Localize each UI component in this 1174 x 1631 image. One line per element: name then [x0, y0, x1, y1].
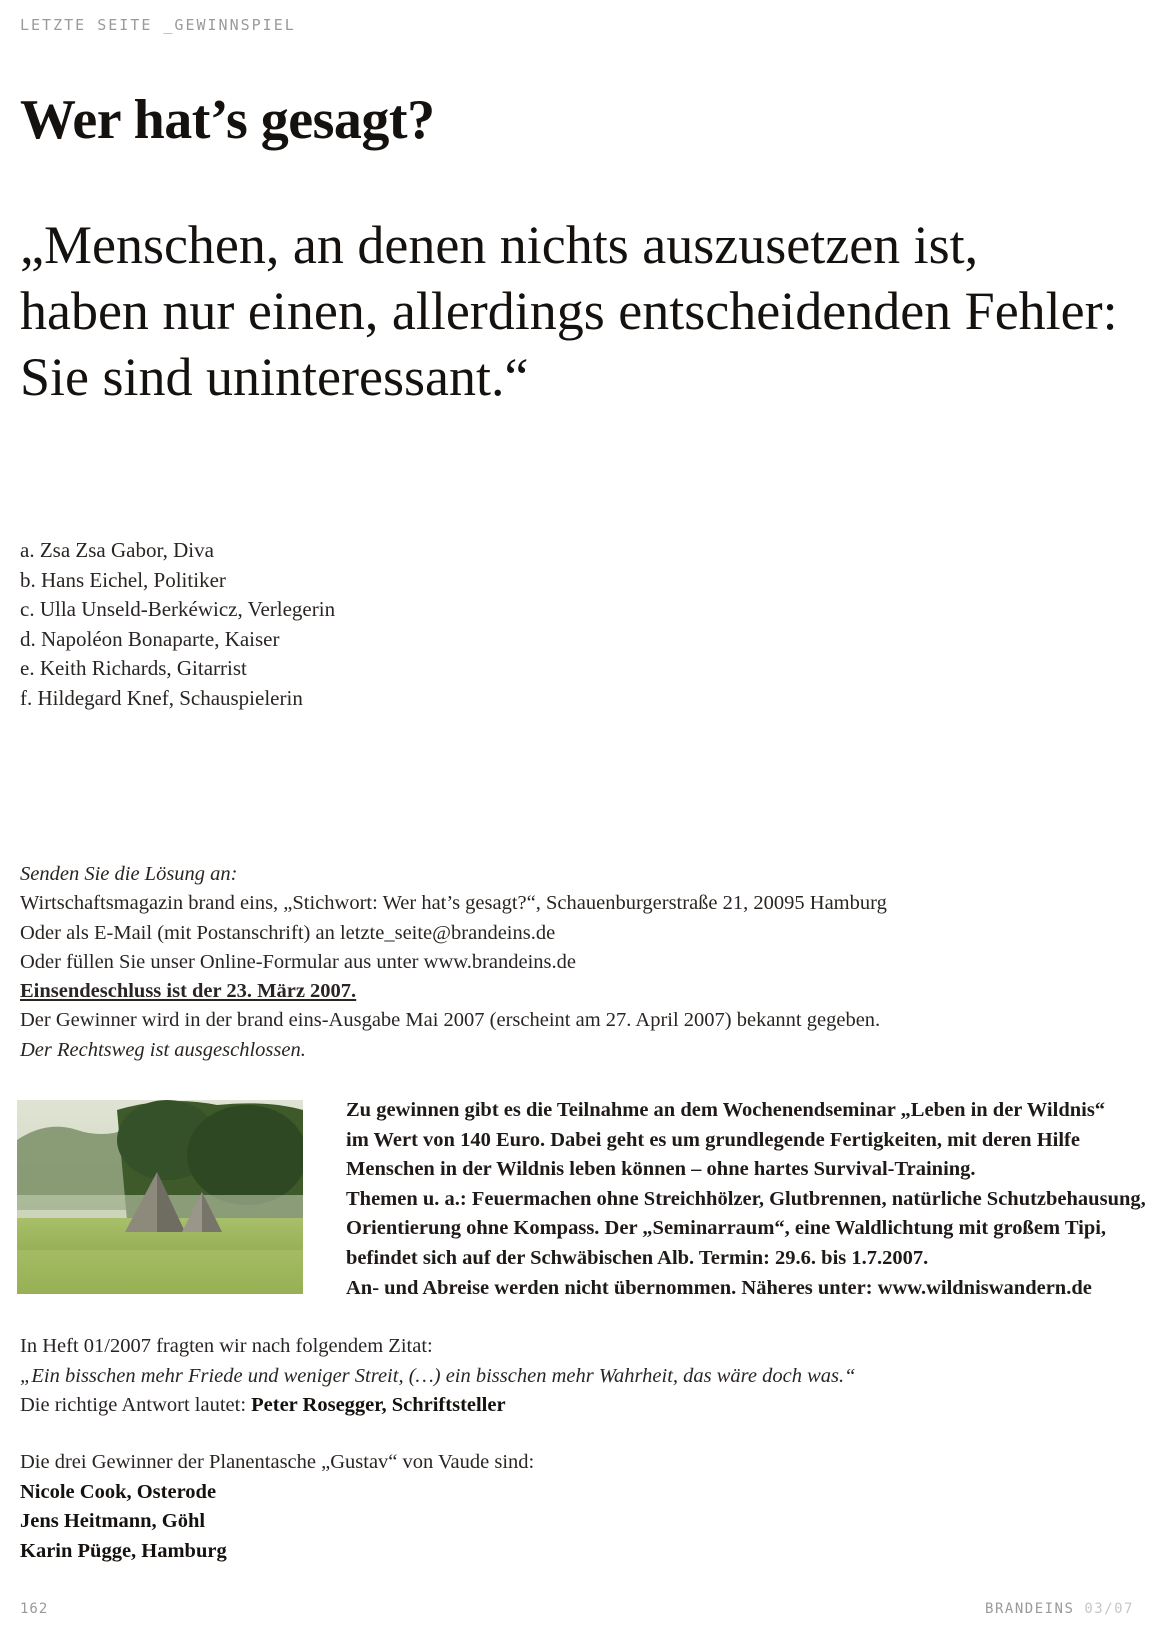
prize-line: Themen u. a.: Feuermachen ohne Streichhölzer, Glutbrennen, natürliche Schutzbehausung, — [346, 1187, 1146, 1210]
prize-line: An- und Abreise werden nicht übernommen. Näheres unter: www.wildniswandern.de — [346, 1276, 1092, 1299]
prize-line: befindet sich auf der Schwäbischen Alb. Termin: 29.6. bis 1.7.2007. — [346, 1246, 929, 1269]
previous-intro: In Heft 01/2007 fragten wir nach folgendem Zitat: — [20, 1335, 433, 1357]
section-label: LETZTE SEITE _GEWINNSPIEL — [20, 16, 296, 34]
previous-quote: „Ein bisschen mehr Friede und weniger Streit, (…) ein bisschen mehr Wahrheit, das wäre doch was.“ — [20, 1364, 856, 1387]
quote-line: haben nur einen, allerdings entscheidenden Fehler: — [20, 281, 1118, 341]
submission-info — [20, 860, 1160, 1065]
quote — [20, 212, 1160, 410]
answer-option-d: d. Napoléon Bonaparte, Kaiser — [20, 626, 280, 651]
prize-line: Orientierung ohne Kompass. Der „Seminarraum“, eine Waldlichtung mit großem Tipi, — [346, 1217, 1107, 1240]
prize-photo — [17, 1100, 303, 1294]
answer-option-b: b. Hans Eichel, Politiker — [20, 567, 226, 592]
winner-name: Jens Heitmann, Göhl — [20, 1510, 206, 1532]
winner-name: Nicole Cook, Osterode — [20, 1480, 217, 1503]
winners-intro: Die drei Gewinner der Planentasche „Gustav“ von Vaude sind: — [20, 1451, 535, 1473]
page-number: 162 — [20, 1601, 49, 1617]
submission-deadline: Einsendeschluss ist der 23. März 2007. — [20, 980, 357, 1003]
winner-note: Der Gewinner wird in der brand eins-Ausgabe Mai 2007 (erscheint am 27. April 2007) bekannt gegeben. — [20, 1009, 881, 1032]
answer-option-e: e. Keith Richards, Gitarrist — [20, 656, 247, 680]
previous-answer: Peter Rosegger, Schriftsteller — [251, 1394, 506, 1416]
answer-option-c: c. Ulla Unseld-Berkéwicz, Verlegerin — [20, 597, 336, 621]
answer-option-f: f. Hildegard Knef, Schauspielerin — [20, 685, 303, 710]
magazine-name: BRANDEINS — [985, 1601, 1075, 1617]
legal-note: Der Rechtsweg ist ausgeschlossen. — [20, 1038, 306, 1061]
answer-options — [20, 536, 335, 713]
prize-line: im Wert von 140 Euro. Dabei geht es um grundlegende Fertigkeiten, mit deren Hilfe — [346, 1128, 1080, 1151]
previous-quiz — [20, 1332, 1160, 1421]
submission-online: Oder füllen Sie unser Online-Formular aus unter www.brandeins.de — [20, 950, 577, 973]
prize-description — [346, 1096, 1146, 1303]
issue-number: 03/07 — [1084, 1601, 1134, 1617]
quote-line: Sie sind uninteressant.“ — [20, 347, 529, 407]
submission-address: Wirtschaftsmagazin brand eins, „Stichwort: Wer hat’s gesagt?“, Schauenburgerstraße 21, 20095 Hamburg — [20, 892, 887, 915]
previous-answer-label: Die richtige Antwort lautet: — [20, 1394, 252, 1416]
winners-list — [20, 1448, 534, 1566]
tipi-meadow-photo — [17, 1100, 303, 1294]
page-title: Wer hat’s gesagt? — [20, 89, 435, 151]
magazine-footer — [985, 1601, 1134, 1617]
prize-line: Menschen in der Wildnis leben können – ohne hartes Survival-Training. — [346, 1158, 976, 1181]
quote-line: „Menschen, an denen nichts auszusetzen ist, — [20, 215, 979, 275]
answer-option-a: a. Zsa Zsa Gabor, Diva — [20, 538, 214, 562]
winner-name: Karin Pügge, Hamburg — [20, 1539, 227, 1562]
submission-email: Oder als E-Mail (mit Postanschrift) an letzte_seite@brandeins.de — [20, 921, 556, 944]
submission-intro: Senden Sie die Lösung an: — [20, 863, 238, 885]
prize-line: Zu gewinnen gibt es die Teilnahme an dem Wochenendseminar „Leben in der Wildnis“ — [346, 1099, 1106, 1121]
